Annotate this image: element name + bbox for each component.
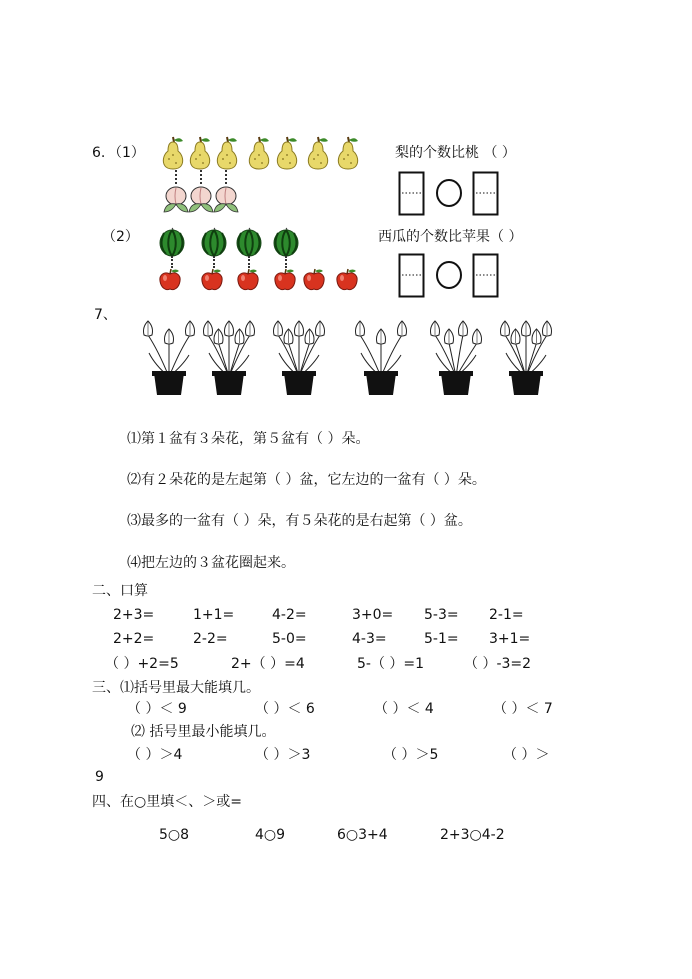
section-2-title: 二、口算 [92, 583, 148, 599]
max-2: （ ）＜ 6 [255, 701, 315, 717]
compare-2: 4○9 [255, 827, 286, 843]
calc-2-1: 2+2= [113, 631, 155, 647]
apple-icon [235, 268, 261, 292]
fill-4: （ ）-3=2 [464, 656, 532, 672]
max-4: （ ）＜ 7 [493, 701, 553, 717]
pear-icon [214, 135, 240, 171]
apple-icon [334, 268, 360, 292]
q6-part2-label: （2） [102, 229, 139, 245]
q7-label: 7、 [94, 307, 117, 323]
comparison-boxes-1[interactable] [398, 171, 500, 217]
calc-2-2: 2-2= [193, 631, 228, 647]
q7-line-1: ⑴第１盆有３朵花，第５盆有（ ）朵。 [127, 431, 370, 447]
pear-icon [246, 135, 272, 171]
calc-2-6: 3+1= [489, 631, 531, 647]
calc-1-2: 1+1= [193, 607, 235, 623]
max-3: （ ）＜ 4 [374, 701, 434, 717]
q7-line-4: ⑷把左边的３盆花圈起来。 [127, 555, 295, 571]
calc-1-4: 3+0= [352, 607, 394, 623]
watermelon-icon [200, 227, 228, 257]
min-2: （ ）＞3 [255, 747, 311, 763]
max-1: （ ）＜ 9 [127, 701, 187, 717]
comparison-boxes-2[interactable] [398, 253, 500, 299]
peache-icon [187, 184, 215, 214]
compare-1: 5○8 [159, 827, 190, 843]
section-3-title: 三、⑴括号里最大能填几。 [92, 680, 260, 696]
min-3: （ ）＞5 [383, 747, 439, 763]
q6-label: 6. [92, 145, 106, 161]
apple-icon [157, 268, 183, 292]
fill-3: 5-（ ）=1 [357, 656, 425, 672]
calc-1-6: 2-1= [489, 607, 524, 623]
apple-icon [301, 268, 327, 292]
min-4-tail: 9 [95, 769, 104, 785]
flower-pot-icon[interactable] [138, 311, 200, 397]
calc-2-3: 5-0= [272, 631, 307, 647]
pear-icon [274, 135, 300, 171]
watermelon-icon [272, 227, 300, 257]
q6-part1-label: （1） [108, 145, 145, 161]
peache-icon [162, 184, 190, 214]
pear-icon [160, 135, 186, 171]
watermelon-icon [158, 227, 186, 257]
pear-icon [335, 135, 361, 171]
section-3-sub: ⑵ 括号里最小能填几。 [131, 724, 276, 740]
peache-icon [212, 184, 240, 214]
fill-1: （ ）+2=5 [105, 656, 179, 672]
calc-2-4: 4-3= [352, 631, 387, 647]
apple-icon [199, 268, 225, 292]
q6-part1-text: 梨的个数比桃 （ ） [395, 145, 516, 161]
calc-1-1: 2+3= [113, 607, 155, 623]
flower-pot-icon[interactable] [350, 311, 412, 397]
compare-3: 6○3+4 [337, 827, 388, 843]
calc-2-5: 5-1= [424, 631, 459, 647]
pear-icon [305, 135, 331, 171]
calc-1-3: 4-2= [272, 607, 307, 623]
flower-pot-icon[interactable] [198, 311, 260, 397]
pear-icon [187, 135, 213, 171]
flower-pot-icon[interactable] [268, 311, 330, 397]
min-4: （ ）＞ [503, 747, 550, 763]
flower-pot-icon[interactable] [495, 311, 557, 397]
watermelon-icon [235, 227, 263, 257]
min-1: （ ）＞4 [127, 747, 183, 763]
q7-line-3: ⑶最多的一盆有（ ）朵，有５朵花的是右起第（ ）盆。 [127, 513, 472, 529]
q7-line-2: ⑵有２朵花的是左起第（ ）盆，它左边的一盆有（ ）朵。 [127, 472, 486, 488]
q6-part2-text: 西瓜的个数比苹果（ ） [378, 229, 523, 245]
section-4-title: 四、在○里填＜、＞或= [92, 794, 242, 810]
apple-icon [272, 268, 298, 292]
calc-1-5: 5-3= [424, 607, 459, 623]
fill-2: 2+（ ）=4 [231, 656, 305, 672]
compare-4: 2+3○4-2 [440, 827, 505, 843]
flower-pot-icon[interactable] [425, 311, 487, 397]
